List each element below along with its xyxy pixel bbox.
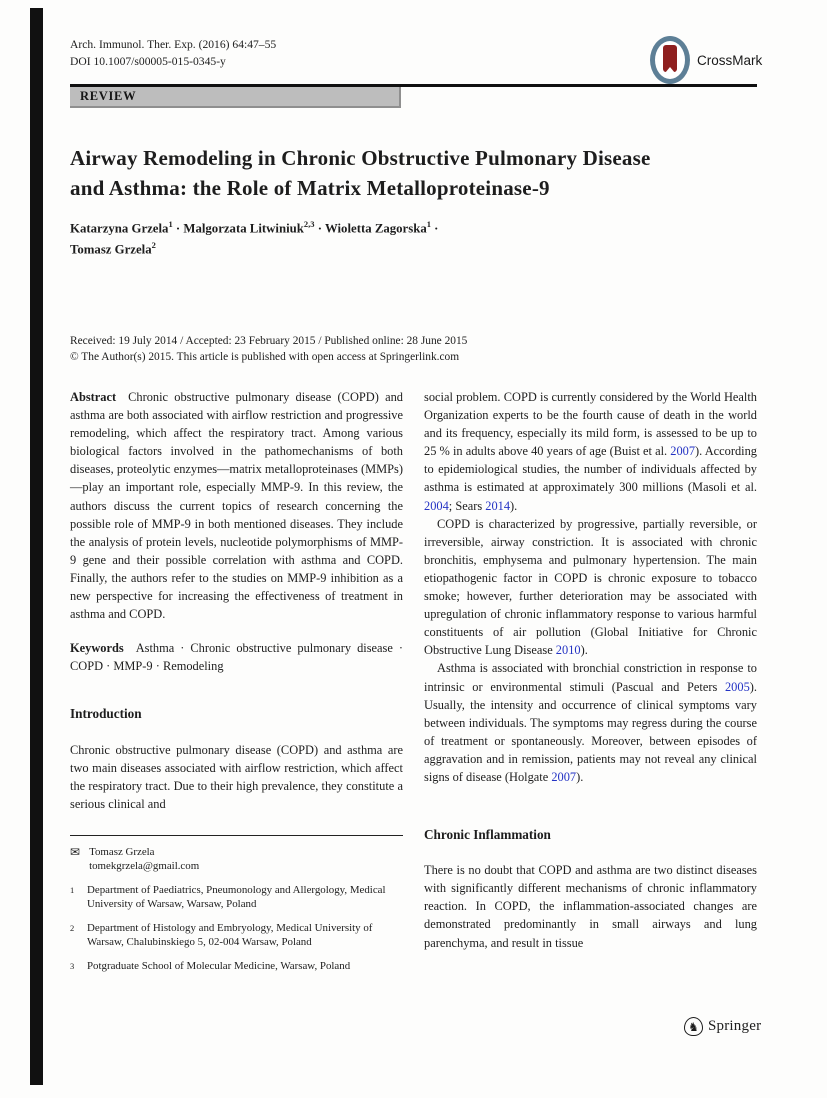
two-column-body <box>70 388 757 973</box>
introduction-paragraph: Chronic obstructive pulmonary disease (COPD) and asthma are two main diseases associated with airflow restriction, which affect the respiratory tract. Due to their high prevalence, they constitute a serious clinical and <box>70 742 403 811</box>
crossmark-label: CrossMark <box>697 52 763 68</box>
footnotes <box>70 845 403 974</box>
body-paragraph-1: social problem. COPD is currently considered by the World Health Organization experts to be the fourth cause of death in the world and its frequency, especially its mild form, is assessed to be up to 25 % in adults above 40 years of age (Buist et al. 2007). According to epidemiological studies, the number of individuals affected by asthma is estimated at approximately 300 millions (Masoli et al. 2004; Sears 2014). <box>424 390 758 513</box>
abstract-label: Abstract <box>70 390 117 404</box>
affiliation-3-number: 3 <box>70 960 75 971</box>
keywords-paragraph <box>70 639 403 675</box>
springer-label: Springer <box>708 1018 762 1034</box>
citation-link[interactable]: 2007 <box>670 444 696 459</box>
title-line-1: Airway Remodeling in Chronic Obstructive Pulmonary Disease <box>70 146 651 170</box>
citation-link[interactable]: 2007 <box>551 769 577 784</box>
review-badge-label: REVIEW <box>80 89 137 103</box>
affiliation-1 <box>70 883 403 912</box>
left-column <box>70 388 403 973</box>
crossmark-badge[interactable] <box>650 36 762 84</box>
introduction-heading: Introduction <box>70 706 142 722</box>
keywords-label: Keywords <box>70 641 124 656</box>
citation-link[interactable]: 2005 <box>724 679 750 694</box>
abstract-text: Chronic obstructive pulmonary disease (COPD) and asthma are both associated with airflow restriction and progressive remodeling, which affect the respiratory tract. Among various biological factors involved in the pathomechanisms of both diseases, proteolytic enzymes—matrix metalloproteinases (MMPs)—play an important role, especially MMP-9. In this review, the authors discuss the current topics of research concerning the possible role of MMP-9 in both mentioned diseases. They include the analysis of protein levels, nucleotide polymorphisms of MMP-9 gene and their possible correlation with asthma and COPD. Finally, the authors refer to the studies on MMP-9 inhibition as a new perspective for increasing the effectiveness of treatment in asthma and COPD. <box>70 390 403 622</box>
doi-line: DOI 10.1007/s00005-015-0345-y <box>70 54 226 68</box>
title-line-2: and Asthma: the Role of Matrix Metalloproteinase-9 <box>70 176 550 200</box>
springer-logo <box>684 1017 761 1036</box>
citation-link[interactable]: 2010 <box>555 643 581 658</box>
correspondence-name: Tomasz Grzela <box>89 845 155 858</box>
affiliation-1-text: Department of Paediatrics, Pneumonology and Allergology, Medical University of Warsaw, Warsaw, Poland <box>87 883 386 911</box>
springer-knight-icon: ♞ <box>684 1017 703 1036</box>
affiliation-2-text: Department of Histology and Embryology, Medical University of Warsaw, Chalubinskiego 5, 02-004 Warsaw, Poland <box>87 921 373 949</box>
affiliation-1-number: 1 <box>70 884 75 895</box>
affiliation-3 <box>70 959 403 974</box>
right-column <box>424 388 757 973</box>
chronic-inflammation-heading: Chronic Inflammation <box>424 827 551 843</box>
body-paragraph-3: Asthma is associated with bronchial constriction in response to intrinsic or environmental stimuli (Pascual and Peters 2005). Usually, the intensity and occurrence of clinical symptoms vary between individuals. The symptoms may regress during the course of treatment or spontaneously. Moreover, between episodes of aggravation and in remission, patients may not reveal any clinical signs of disease (Holgate 2007). <box>424 661 757 784</box>
citation-link[interactable]: 2014 <box>485 498 511 513</box>
abstract-paragraph <box>70 388 403 623</box>
article-type-badge <box>70 87 401 108</box>
envelope-icon: ✉ <box>70 844 81 859</box>
footnote-rule <box>70 835 403 836</box>
copyright-line: © The Author(s) 2015. This article is published with open access at Springerlink.com <box>70 350 460 363</box>
citation-link[interactable]: 2004 <box>424 498 449 513</box>
affiliation-2-number: 2 <box>70 922 75 933</box>
crossmark-icon <box>650 36 690 84</box>
correspondence-block <box>70 845 403 874</box>
correspondence-email[interactable]: tomekgrzela@gmail.com <box>89 860 200 873</box>
journal-reference: Arch. Immunol. Ther. Exp. (2016) 64:47–55 <box>70 38 277 51</box>
affiliation-2 <box>70 921 403 950</box>
keywords-text: Asthma · Chronic obstructive pulmonary disease · COPD · MMP-9 · Remodeling <box>70 641 403 674</box>
journal-header <box>70 37 276 70</box>
affiliation-3-text: Potgraduate School of Molecular Medicine, Warsaw, Poland <box>87 959 351 972</box>
author-list: Katarzyna Grzela$^1$ · Malgorzata Litwiniuk$^{2,3}$ · Wioletta Zagorska$^1$ · Tomasz Grzela$^2$ <box>70 219 439 257</box>
correspondence-text <box>89 845 199 874</box>
article-title <box>70 143 651 203</box>
chronic-inflammation-paragraph: There is no doubt that COPD and asthma are two distinct diseases with significantly different mechanisms of chronic inflammatory reaction. In COPD, the inflammation-associated changes are demonstrated predominantly in small airways and lung parenchyma, and result in tissue <box>424 863 757 950</box>
received-accepted-line: Received: 19 July 2014 / Accepted: 23 February 2015 / Published online: 28 June 2015 <box>70 335 468 347</box>
body-paragraph-2: COPD is characterized by progressive, partially reversible, or irreversible, airway constriction. It is associated with chronic bronchitis, emphysema and pulmonary hypertension. The main etiopathogenic factor in COPD is chronic exposure to tobacco smoke; however, further deterioration may be associated with upregulation of chronic inflammatory response to various harmful constituents of air pollution (Global Initiative for Chronic Obstructive Lung Disease 2010). <box>424 516 757 658</box>
article-history <box>70 334 467 365</box>
scan-artifact-bar <box>30 8 43 1085</box>
